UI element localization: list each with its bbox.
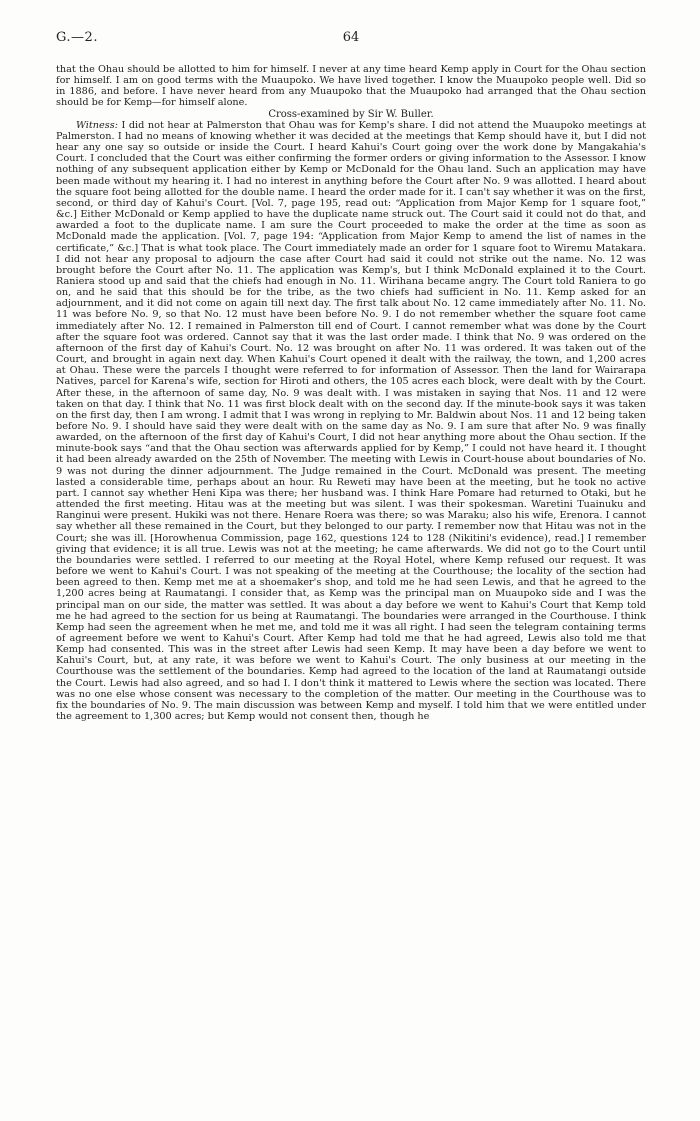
cross-examination-heading: Cross-examined by Sir W. Buller. bbox=[268, 108, 434, 120]
witness-label: Witness: bbox=[76, 119, 118, 131]
page-number: 64 bbox=[342, 30, 360, 45]
paragraph-1: that the Ohau should be allotted to him for himself. I never at any time heard Kemp apply in Court for the Ohau section for himself. I am on good terms with the Muaupoko. We have lived together. I know the Muaupoko people well. Did so in 1886, and before. I have never heard from any Muaupoko that the Muaupoko had arranged that the Ohau section should be for Kemp—for himself alone. bbox=[56, 64, 646, 109]
witness-testimony: I did not hear at Palmerston that Ohau was for Kemp's share. I did not attend the Muaupoko meetings at Palmerston. I had no means of knowing whether it was decided at the meetings that Kemp should have it, but I did not hear any one say so outside or inside the Court. I heard Kahui's Court going over the work done by Mangakahia's Court. I concluded that the Court was either confirming the former orders or giving information to the Assessor. I know nothing of any subsequent application either by Kemp or McDonald for the Ohau land. Such an application may have been made without my hearing it. I had no interest in anything before the Court after No. 9 was allotted. I heard about the square foot being allotted for the double name. I heard the order made for it. I can't say whether it was on the first, second, or third day of Kahui's Court. [Vol. 7, page 195, read out: “Application from Major Kemp for 1 square foot,” &c.] Either McDonald or Kemp applied to have the duplicate name struck out. The Court said it could not do that, and awarded a foot to the duplicate name. I am sure the Court proceeded to make the order at the time as soon as McDonald made the application. [Vol. 7, page 194: “Application from Major Kemp to amend the list of names in the certificate,” &c.] That is what took place. The Court immediately made an order for 1 square foot to Wiremu Matakara. I did not hear any proposal to adjourn the case after Court had said it could not strike out the name. No. 12 was brought before the Court after No. 11. The application was Kemp's, but I think McDonald explained it to the Court. Raniera stood up and said that the chiefs had enough in No. 11. Wirihana became angry. The Court told Raniera to go on, and he said that this should be for the tribe, as the two chiefs had sufficient in No. 11. Kemp asked for an adjournment, and it did not come on again till next day. The first talk about No. 12 came immediately after No. 11. No. 11 was before No. 9, so that No. 12 must have been before No. 9. I do not remember whether the square foot came immediately after No. 12. I remained in Palmerston till end of Court. I cannot remember what was done by the Court after the square foot was ordered. Cannot say that it was the last order made. I think that No. 9 was ordered on the afternoon of the first day of Kahui's Court. No. 12 was brought on after No. 11 was ordered. It was taken out of the Court, and brought in again next day. When Kahui's Court opened it dealt with the railway, the town, and 1,200 acres at Ohau. These were the parcels I thought were referred to for information of Assessor. Then the land for Wairarapa Natives, parcel for Karena's wife, section for Hiroti and others, the 105 acres each block, were dealt with by the Court. After these, in the afternoon of same day, No. 9 was dealt with. I was mistaken in saying that Nos. 11 and 12 were taken on that day. I think that No. 11 was first block dealt with on the second day. If the minute-book says it was taken on the first day, then I am wrong. I admit that I was wrong in replying to Mr. Baldwin about Nos. 11 and 12 being taken before No. 9. I should have said they were dealt with on the same day as No. 9. I am sure that after No. 9 was finally awarded, on the afternoon of the first day of Kahui's Court, I did not hear anything more about the Ohau section. If the minute-book says “and that the Ohau section was afterwards applied for by Kemp,” I could not have heard it. I thought it had been already awarded on the 25th of November. The meeting with Lewis in Court-house about boundaries of No. 9 was not during the dinner adjournment. The Judge remained in the Court. McDonald was present. The meeting lasted a considerable time, perhaps about an hour. Ru Reweti may have been at the meeting, but he took no active part. I cannot say whether Heni Kipa was there; her husband was. I think Hare Pomare had returned to Otaki, but he attended the first meeting. Hitau was at the meeting but was silent. I was their spokesman. Waretini Tuainuku and Ranginui were present. Hukiki was not there. Henare Roera was there; so was Maraku; also his wife, Erenora. I cannot say whether all these remained in the Court, but they belonged to our party. I remember now that Hitau was not in the Court; she was ill. [Horowhenua Commission, page 162, questions 124 to 128 (Nikitini's evidence), read.] I remember giving that evidence; it is all true. Lewis was not at the meeting; he came afterwards. We did not go to the Court until the boundaries were settled. I referred to our meeting at the Royal Hotel, where Kemp refused our request. It was before we went to Kahui's Court. I was not speaking of the meeting at the Courthouse; the locality of the section had been agreed to then. Kemp met me at a shoemaker's shop, and told me he had seen Lewis, and that he agreed to the 1,200 acres being at Raumatangi. I consider that, as Kemp was the principal man on Muaupoko side and I was the principal man on our side, the matter was settled. It was about a day before we went to Kahui's Court that Kemp told me he had agreed to the section for us being at Raumatangi. The boundaries were arranged in the Courthouse. I think Kemp had seen the agreement when he met me, and told me it was all right. I had seen the telegram containing terms of agreement before we went to Kahui's Court. After Kemp had told me that he had agreed, Lewis also told me that Kemp had consented. This was in the street after Lewis had seen Kemp. It may have been a day before we went to Kahui's Court, but, at any rate, it was before we went to Kahui's Court. The only business at our meeting in the Courthouse was the settlement of the boundaries. Kemp had agreed to the location of the land at Raumatangi outside the Court. Lewis had also agreed, and so had I. I don't think it mattered to Lewis where the section was located. There was no one else whose consent was necessary to the completion of the matter. Our meeting in the Courthouse was to fix the boundaries of No. 9. The main discussion was between Kemp and myself. I told him that we were entitled under the agreement to 1,300 acres; but Kemp would not consent then, though he bbox=[56, 119, 646, 723]
page-header bbox=[56, 30, 646, 50]
paragraph-2 bbox=[56, 120, 646, 722]
body-text bbox=[56, 64, 646, 722]
document-reference: G.—2. bbox=[56, 30, 98, 45]
